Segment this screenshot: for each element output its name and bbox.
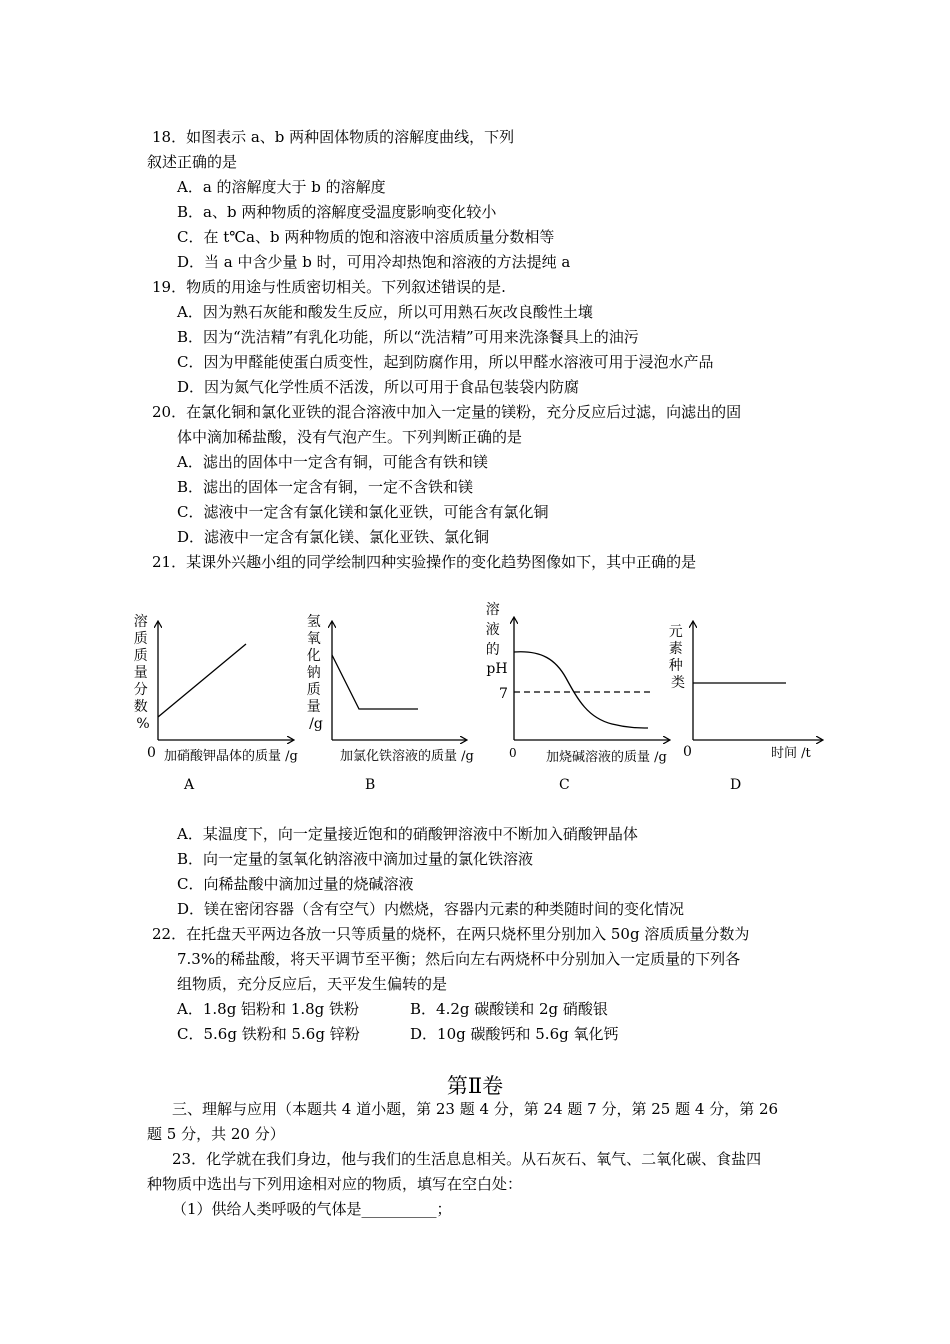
q21-graphs-figure [0, 595, 950, 805]
graph-b-ylabel: 氢 氧 化 钠 质 量 /g [306, 614, 323, 732]
q20-stem-cont: 体中滴加稀盐酸，没有气泡产生。下列判断正确的是 [177, 428, 523, 446]
graph-c-ylabel: 溶 液 的 pH [485, 602, 508, 677]
q18-stem-cont: 叙述正确的是 [147, 153, 238, 171]
graph-a [134, 613, 298, 793]
graph-a-ylabel: 溶 质 质 量 分 数 % [133, 614, 150, 732]
graph-a-xlabel: 加硝酸钾晶体的质量 /g [164, 749, 298, 764]
q22-option-c: C．5.6g 铁粉和 5.6g 锌粉 [177, 1025, 360, 1043]
q18-option-a: A．a 的溶解度大于 b 的溶解度 [177, 178, 386, 196]
graph-d-letter: D [730, 777, 742, 793]
graph-a-curve [158, 644, 246, 717]
part-2-title: 第Ⅱ卷 [446, 1074, 504, 1098]
q20-option-a: A．滤出的固体中一定含有铜，可能含有铁和镁 [177, 453, 488, 471]
q23-subquestion-1: （1）供给人类呼吸的气体是__________； [172, 1200, 452, 1218]
graph-c-origin: 0 [509, 746, 517, 760]
graph-c-letter: C [559, 777, 570, 793]
q20-option-d: D．滤液中一定含有氯化镁、氯化亚铁、氯化铜 [177, 528, 490, 546]
graph-b-xlabel: 加氯化铁溶液的质量 /g [340, 749, 474, 764]
graph-b-letter: B [365, 777, 376, 793]
q19-option-c: C．因为甲醛能使蛋白质变性，起到防腐作用，所以甲醛水溶液可用于浸泡水产品 [177, 353, 714, 371]
part-2-intro: 三、理解与应用（本题共 4 道小题，第 23 题 4 分，第 24 题 7 分，第 25 题 4 分，第 26 [172, 1100, 779, 1118]
q20-stem: 20．在氯化铜和氯化亚铁的混合溶液中加入一定量的镁粉，充分反应后过滤，向滤出的固 [152, 403, 742, 421]
q21-option-a: A．某温度下，向一定量接近饱和的硝酸钾溶液中不断加入硝酸钾晶体 [177, 825, 638, 843]
q20-option-b: B．滤出的固体一定含有铜，一定不含铁和镁 [177, 478, 474, 496]
graph-d-origin: 0 [683, 744, 692, 760]
graph-c-curve [514, 652, 648, 728]
q19-stem: 19．物质的用途与性质密切相关。下列叙述错误的是. [152, 278, 506, 296]
graph-d [669, 622, 822, 793]
q21-option-b: B．向一定量的氢氧化钠溶液中滴加过量的氯化铁溶液 [177, 850, 534, 868]
q18-stem: 18．如图表示 a、b 两种固体物质的溶解度曲线，下列 [152, 128, 515, 146]
graph-a-origin: 0 [147, 745, 156, 761]
q20-option-c: C．滤液中一定含有氯化镁和氯化亚铁，可能含有氯化铜 [177, 503, 549, 521]
graph-b-curve [332, 655, 418, 709]
q21-option-c: C．向稀盐酸中滴加过量的烧碱溶液 [177, 875, 414, 893]
q22-option-b: B．4.2g 碳酸镁和 2g 硝酸银 [410, 1000, 608, 1018]
q18-option-d: D．当 a 中含少量 b 时，可用冷却热饱和溶液的方法提纯 a [177, 253, 571, 271]
graph-a-letter: A [184, 777, 195, 793]
graph-d-ylabel: 元 素 种 类 [668, 624, 685, 691]
q19-option-a: A．因为熟石灰能和酸发生反应，所以可用熟石灰改良酸性土壤 [177, 303, 593, 321]
q19-option-d: D．因为氮气化学性质不活泼，所以可用于食品包装袋内防腐 [177, 378, 580, 396]
q22-stem-cont-1: 7.3%的稀盐酸，将天平调节至平衡；然后向左右两烧杯中分别加入一定质量的下列各 [177, 950, 741, 968]
q22-option-d: D．10g 碳酸钙和 5.6g 氧化钙 [410, 1025, 619, 1043]
part-2-intro-cont: 题 5 分，共 20 分） [147, 1125, 285, 1143]
graph-c [486, 601, 669, 793]
q18-option-c: C．在 t℃a、b 两种物质的饱和溶液中溶质质量分数相等 [177, 228, 555, 246]
q22-stem-cont-2: 组物质，充分反应后，天平发生偏转的是 [177, 975, 448, 993]
q22-stem: 22．在托盘天平两边各放一只等质量的烧杯，在两只烧杯里分别加入 50g 溶质质量分数为 [152, 925, 750, 943]
graph-b [307, 614, 474, 793]
q22-option-a: A．1.8g 铝粉和 1.8g 铁粉 [177, 1000, 360, 1018]
graph-c-xlabel: 加烧碱溶液的质量 /g [546, 750, 667, 765]
q23-stem: 23．化学就在我们身边，他与我们的生活息息相关。从石灰石、氧气、二氧化碳、食盐四 [172, 1150, 762, 1168]
q18-option-b: B．a、b 两种物质的溶解度受温度影响变化较小 [177, 203, 497, 221]
q21-stem: 21．某课外兴趣小组的同学绘制四种实验操作的变化趋势图像如下，其中正确的是 [152, 553, 697, 571]
graph-d-xlabel: 时间 /t [771, 746, 811, 761]
graph-c-tick-7: 7 [499, 686, 508, 702]
q19-option-b: B．因为“洗洁精”有乳化功能，所以“洗洁精”可用来洗涤餐具上的油污 [177, 328, 639, 346]
q21-option-d: D．镁在密闭容器（含有空气）内燃烧，容器内元素的种类随时间的变化情况 [177, 900, 685, 918]
q23-stem-cont: 种物质中选出与下列用途相对应的物质，填写在空白处： [147, 1175, 523, 1193]
